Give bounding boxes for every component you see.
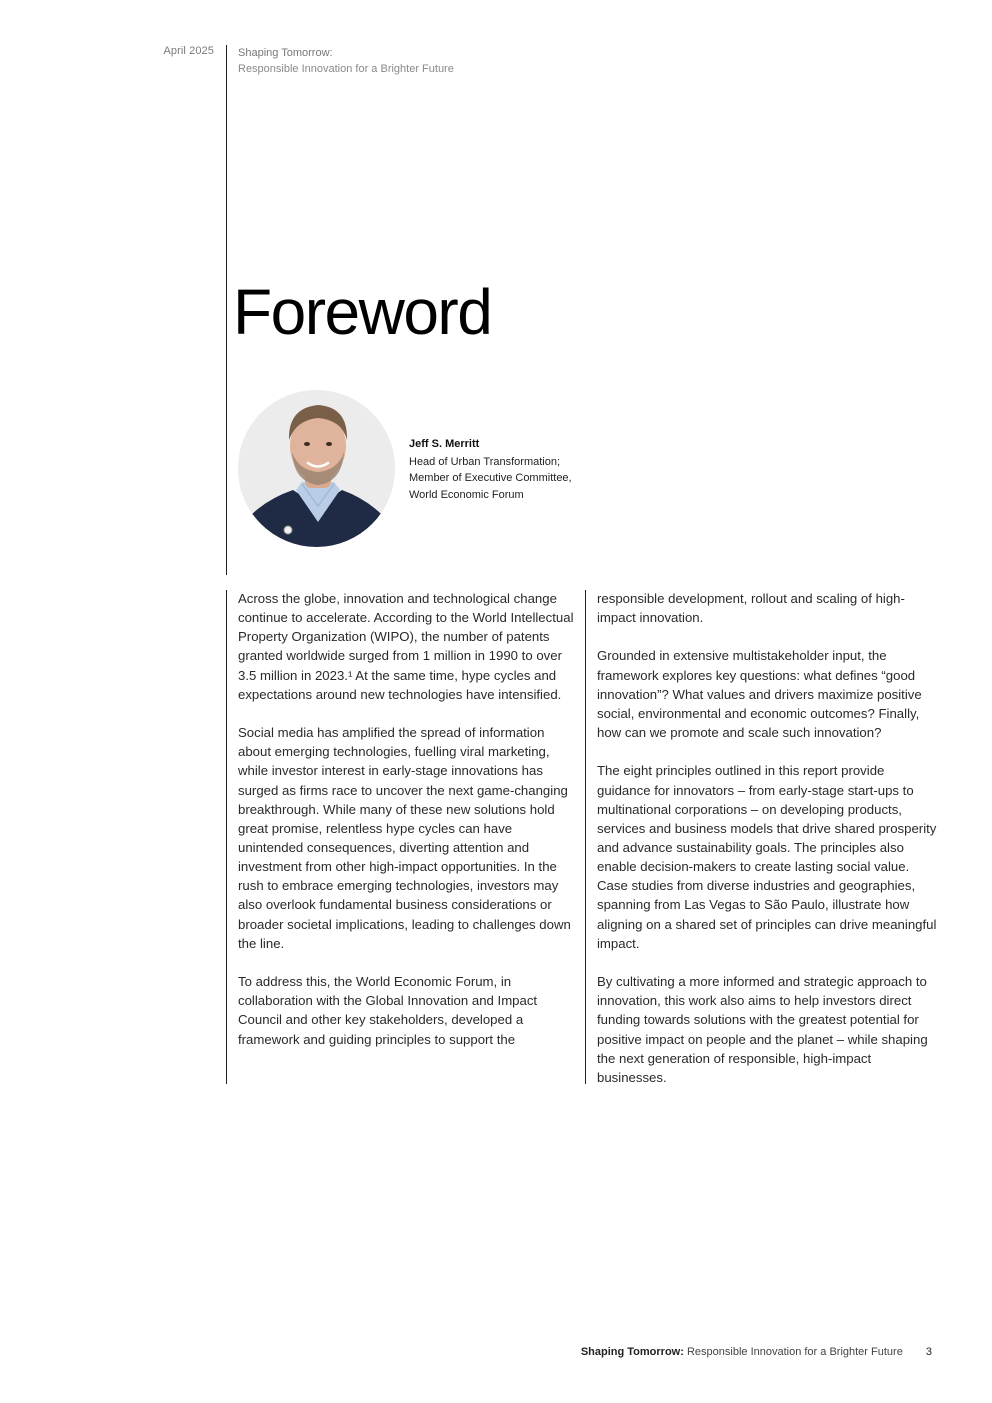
page-title: Foreword <box>233 276 492 348</box>
author-info <box>409 436 572 503</box>
body-paragraph: Grounded in extensive multistakeholder input, the framework explores key questions: what defines “good innovation”? What values and drivers maximize positive social, environmental and economic outcomes? Finally, how can we promote and scale such innovation? <box>597 648 922 741</box>
body-paragraph: Social media has amplified the spread of information about emerging technologies, fuelling viral marketing, while investor interest in early-stage innovations has surged as firms race to uncover the next game-changing breakthrough. While many of these new solutions hold great promise, relentless hype cycles can have unintended consequences, diverting attention and investment from other high-impact opportunities. In the rush to embrace emerging technologies, investors may also overlook fundamental business considerations or broader societal implications, leading to challenges down the line. <box>238 725 571 951</box>
vertical-rule <box>226 45 227 575</box>
author-portrait <box>238 390 395 547</box>
header-date: April 2025 <box>163 45 214 57</box>
column-rule-middle <box>585 590 586 1084</box>
body-paragraph: The eight principles outlined in this report provide guidance for innovators – from early-stage start-ups to multinational corporations – on developing products, services and business models that drive shared prosperity and advance sustainability goals. The principles also enable decision-makers to create lasting social value. Case studies from diverse industries and geographies, spanning from Las Vegas to São Paulo, illustrate how aligning on a shared set of principles can drive meaningful impact. <box>597 763 937 951</box>
header-subtitle: Responsible Innovation for a Brighter Future <box>238 63 454 75</box>
author-name: Jeff S. Merritt <box>409 438 480 450</box>
header-title: Shaping Tomorrow: <box>238 47 333 59</box>
author-role-line: World Economic Forum <box>409 488 524 501</box>
footer-title-bold: Shaping Tomorrow: <box>580 1346 684 1358</box>
body-column-left <box>238 589 578 1049</box>
body-paragraph: Across the globe, innovation and technological change continue to accelerate. According to the World Intellectual Property Organization (WIPO), the number of patents granted worldwide surged from 1 million in 1990 to over 3.5 million in 2023.¹ At the same time, hype cycles and expectations around new technologies have intensified. <box>238 591 574 702</box>
body-paragraph: By cultivating a more informed and strategic approach to innovation, this work also aims to help investors direct funding towards solutions with the greatest potential for positive impact on people and the planet – while shaping the next generation of responsible, high-impact businesses. <box>597 974 928 1085</box>
body-paragraph: responsible development, rollout and scaling of high-impact innovation. <box>597 591 905 626</box>
author-role-line: Head of Urban Transformation; <box>409 455 561 468</box>
body-paragraph: To address this, the World Economic Forum, in collaboration with the Global Innovation and Impact Council and other key stakeholders, developed a framework and guiding principles to support the <box>238 974 538 1047</box>
page-number: 3 <box>925 1346 932 1358</box>
author-photo-illustration <box>238 390 395 547</box>
body-column-right <box>597 589 937 1087</box>
author-role-line: Member of Executive Committee, <box>409 472 572 484</box>
footer-title-rest: Responsible Innovation for a Brighter Future <box>686 1346 903 1358</box>
page-footer <box>581 1346 932 1358</box>
column-rule-left <box>226 590 227 1084</box>
header-title-block <box>238 45 454 77</box>
